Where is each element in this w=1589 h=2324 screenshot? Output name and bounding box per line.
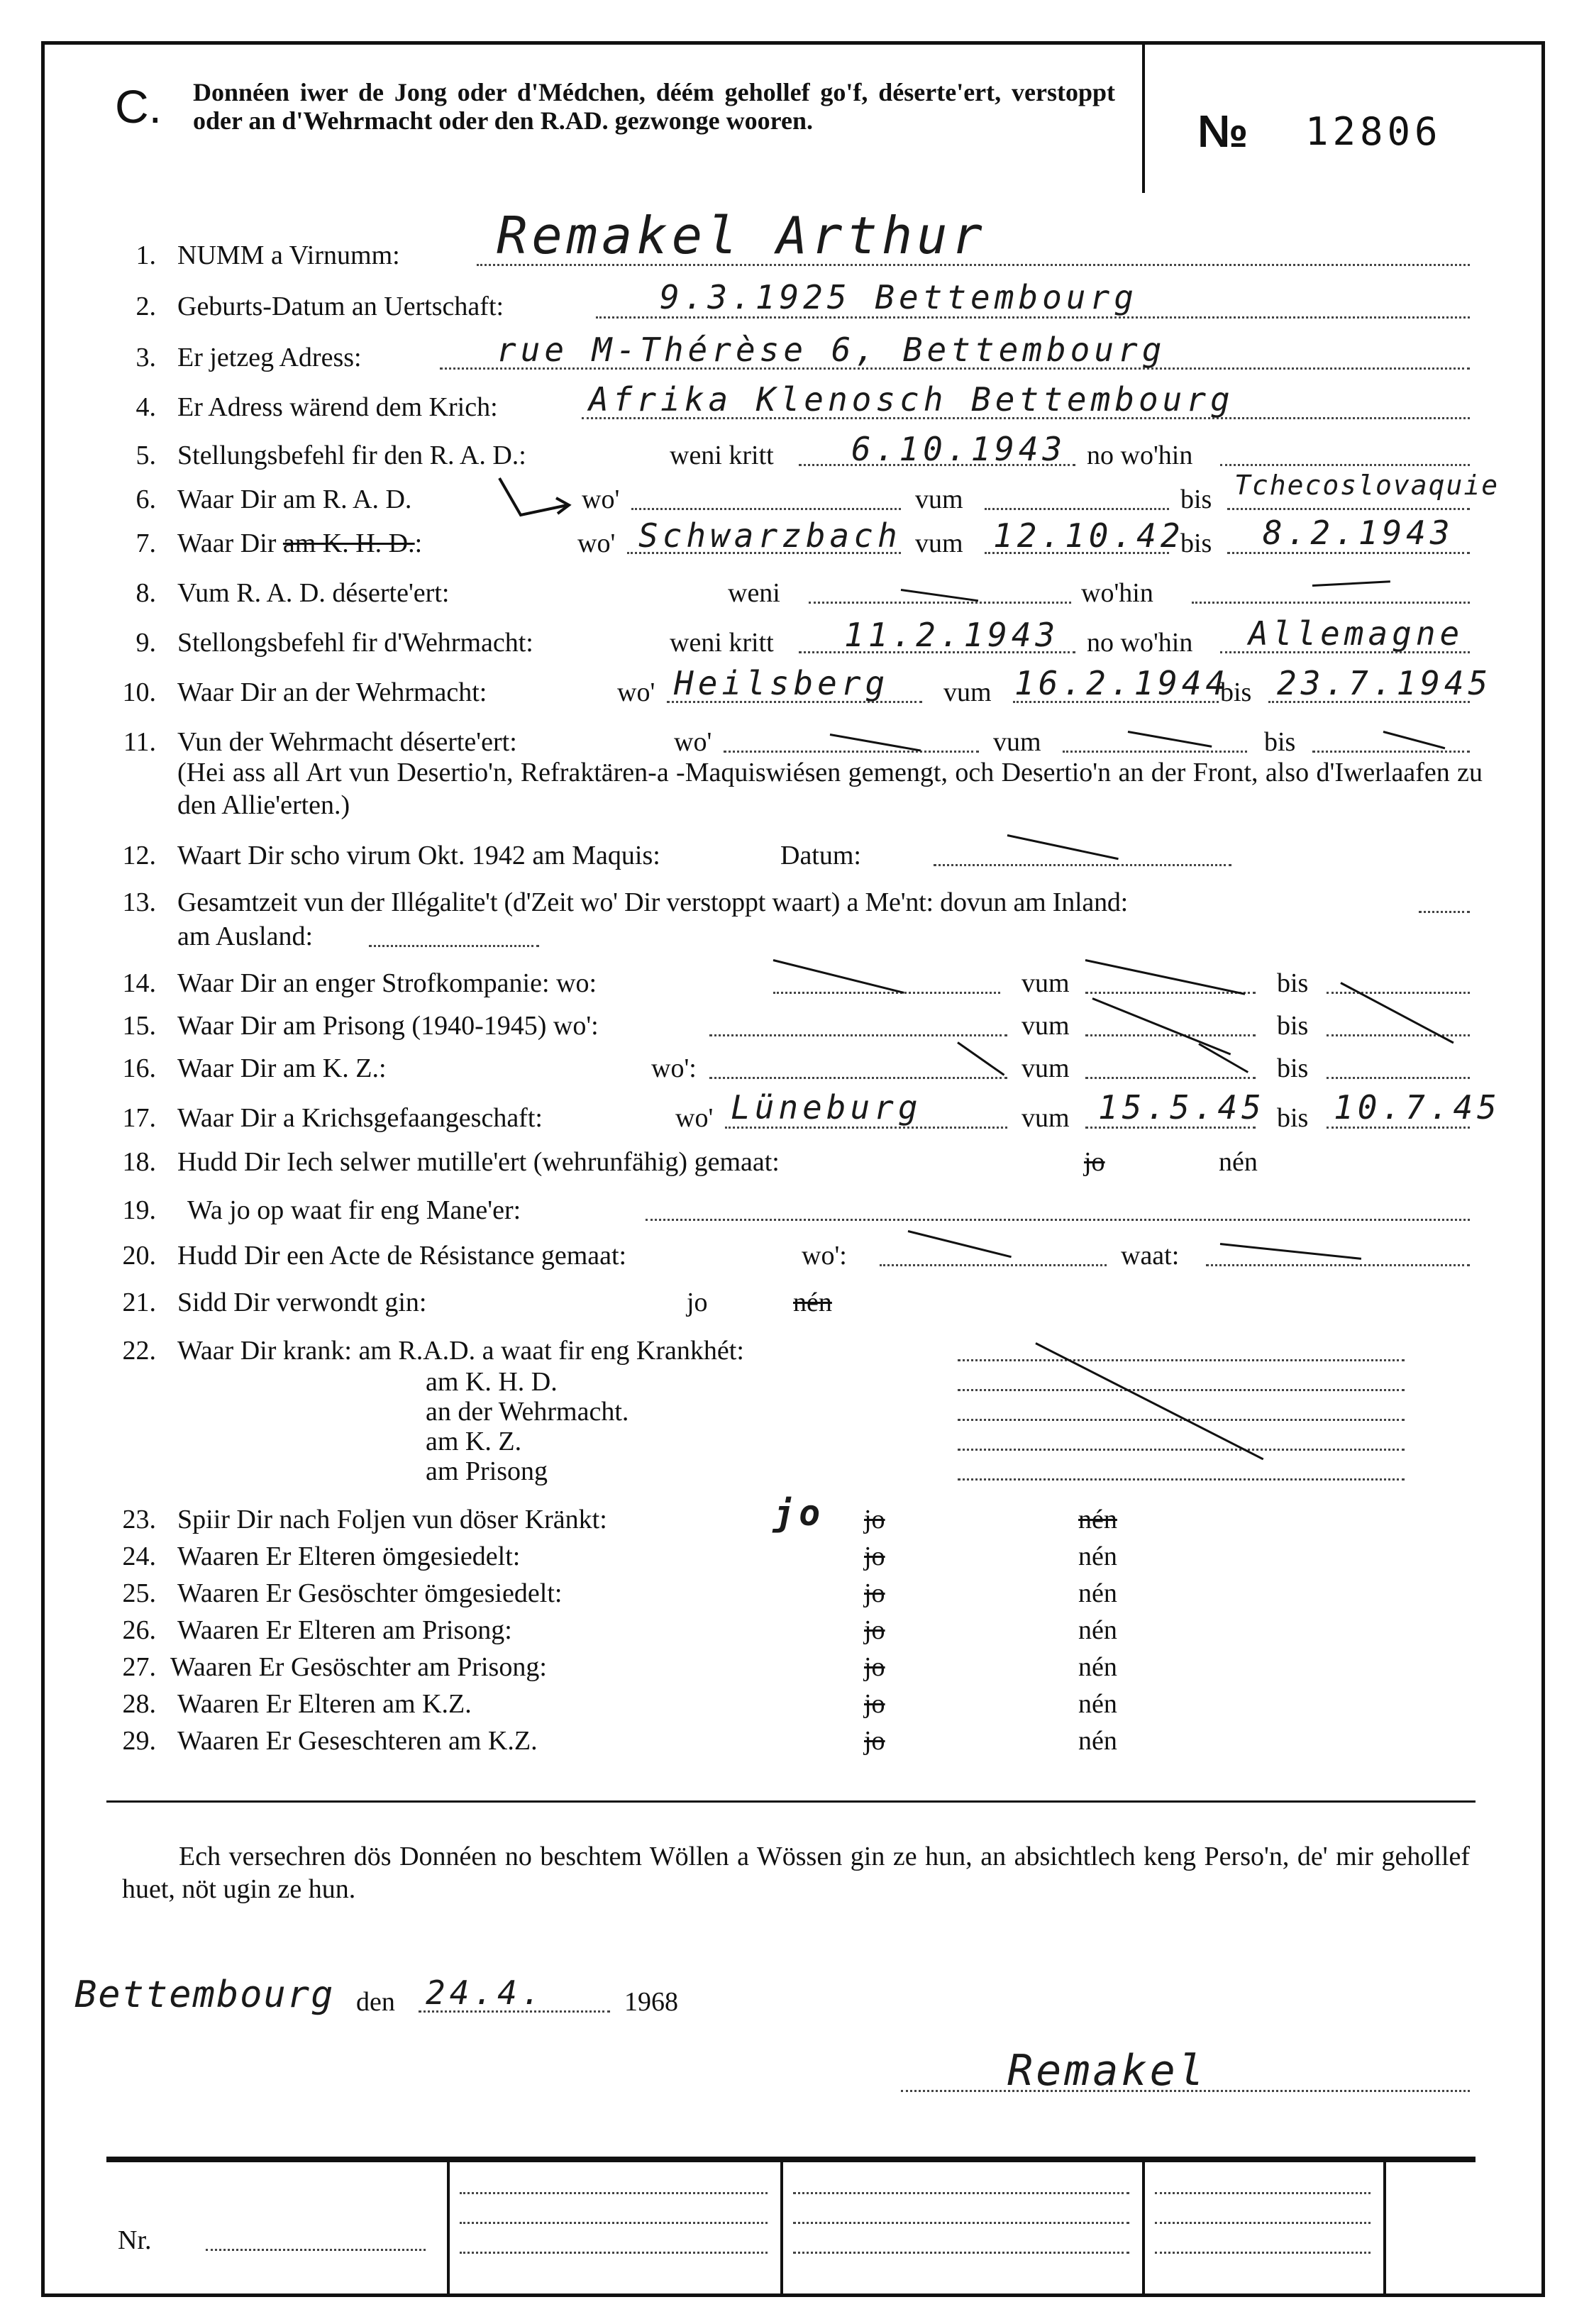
wehrmacht-from-value: 16.2.1944 bbox=[1014, 664, 1230, 702]
wehrmacht-desert-from-field[interactable] bbox=[1063, 751, 1247, 753]
illegality-label: Gesamtzeit vun der Illégalite't (d'Zeit wo' Dir verstoppt waart) a Me'nt: dovun am Inland: bbox=[177, 887, 1129, 917]
line-number: 1. bbox=[135, 240, 156, 270]
wehrmacht-label: Waar Dir an der Wehrmacht: bbox=[177, 677, 487, 707]
footer-col-divider bbox=[1383, 2162, 1386, 2296]
wehrmacht-desert-until-field[interactable] bbox=[1312, 751, 1470, 753]
consequences-no[interactable]: nén bbox=[1078, 1505, 1117, 1534]
line-number: 2. bbox=[135, 292, 156, 321]
wehrmacht-order-date: 11.2.1943 bbox=[844, 616, 1060, 654]
line-number: 22. bbox=[122, 1336, 156, 1366]
rad-where-field[interactable] bbox=[631, 508, 901, 510]
address-value: rue M-Thérèse 6, Bettembourg bbox=[497, 331, 1166, 369]
wo-label: wo' bbox=[577, 529, 616, 558]
rad-label: Waar Dir am R. A. D. bbox=[177, 485, 412, 514]
siblings-prison-label: Waaren Er Gesöschter am Prisong: bbox=[170, 1652, 547, 1682]
footer-col-divider bbox=[447, 2162, 450, 2296]
parents-camp-label: Waaren Er Elteren am K.Z. bbox=[177, 1689, 472, 1719]
penal-company-label: Waar Dir an enger Strofkompanie: wo: bbox=[177, 968, 597, 998]
consequences-handwritten-mark: jo bbox=[773, 1493, 825, 1534]
wo-label: wo': bbox=[802, 1241, 847, 1271]
parents-prison-yes[interactable]: jo bbox=[864, 1615, 885, 1645]
pow-until-field[interactable] bbox=[1327, 1127, 1470, 1129]
line-number: 25. bbox=[122, 1578, 156, 1608]
illness-wehrmacht-label: an der Wehrmacht. bbox=[426, 1397, 629, 1427]
number-sign: № bbox=[1197, 106, 1248, 157]
siblings-resettled-yes[interactable]: jo bbox=[864, 1578, 885, 1608]
parents-resettled-label: Waaren Er Elteren ömgesiedelt: bbox=[177, 1542, 521, 1571]
arrow-icon bbox=[497, 474, 575, 531]
line-number: 8. bbox=[135, 578, 156, 608]
name-value: Remakel Arthur bbox=[497, 206, 987, 265]
footer-rule bbox=[106, 2157, 1476, 2162]
vum-label: vum bbox=[1022, 968, 1070, 998]
line-number: 16. bbox=[122, 1053, 156, 1083]
waat-label: waat: bbox=[1121, 1241, 1180, 1271]
rad-until-field[interactable] bbox=[1227, 508, 1470, 510]
wehrmacht-desert-label: Vun der Wehrmacht déserte'ert: bbox=[177, 727, 517, 757]
manner-label: Wa jo op waat fir eng Mane'er: bbox=[187, 1195, 521, 1225]
maquis-label: Waart Dir scho virum Okt. 1942 am Maquis: bbox=[177, 841, 660, 870]
line-number: 6. bbox=[135, 485, 156, 514]
manner-field[interactable] bbox=[646, 1219, 1470, 1221]
rad-order-label: Stellungsbefehl fir den R. A. D.: bbox=[177, 441, 526, 470]
line-number: 4. bbox=[135, 392, 156, 422]
line-number: 5. bbox=[135, 441, 156, 470]
line-number: 28. bbox=[122, 1689, 156, 1719]
illness-prison-field[interactable] bbox=[958, 1478, 1405, 1481]
line-number: 12. bbox=[122, 841, 156, 870]
parents-camp-no[interactable]: nén bbox=[1078, 1689, 1117, 1719]
footer-field[interactable] bbox=[1155, 2252, 1371, 2254]
consequences-label: Spiir Dir nach Foljen vun döser Kränkt: bbox=[177, 1505, 607, 1534]
declaration-text: Ech versechren dös Donnéen no beschtem Wöllen a Wössen gin ze hun, an absichtlech keng Perso'n, de' mir gehollef huet, nöt ugin ze hun. bbox=[122, 1842, 1470, 1904]
birth-value: 9.3.1925 Bettembourg bbox=[660, 278, 1138, 316]
rad-desert-where-field[interactable] bbox=[1192, 602, 1470, 604]
siblings-prison-yes[interactable]: jo bbox=[864, 1652, 885, 1682]
wehrmacht-where-value: Heilsberg bbox=[674, 664, 890, 702]
bis-label: bis bbox=[1277, 1103, 1309, 1133]
rad-from-field[interactable] bbox=[985, 508, 1169, 510]
form-number: 12806 bbox=[1305, 109, 1442, 154]
footer-field[interactable] bbox=[460, 2252, 768, 2254]
bis-label: bis bbox=[1277, 1011, 1309, 1041]
penal-until-field[interactable] bbox=[1327, 992, 1470, 994]
illness-khd-label: am K. H. D. bbox=[426, 1367, 558, 1397]
illness-prison-label: am Prisong bbox=[426, 1456, 548, 1486]
line-number: 23. bbox=[122, 1505, 156, 1534]
footer-field[interactable] bbox=[460, 2222, 768, 2224]
signature-place: Bettembourg bbox=[74, 1974, 335, 2016]
camp-label: Waar Dir am K. Z.: bbox=[177, 1053, 387, 1083]
wo-label: wo': bbox=[651, 1053, 697, 1083]
desertion-note: (Hei ass all Art vun Desertio'n, Refraktären-a -Maquiswiésen gemengt, och Desertio'n an der Front, also d'Iwerlaafen zu den Allie'erten.) bbox=[177, 758, 1483, 820]
footer-field[interactable] bbox=[793, 2192, 1129, 2194]
wo-label: wo' bbox=[674, 727, 712, 757]
resistance-what-field[interactable] bbox=[1206, 1264, 1470, 1266]
footer-field[interactable] bbox=[1155, 2222, 1371, 2224]
line-number: 14. bbox=[122, 968, 156, 998]
siblings-camp-yes[interactable]: jo bbox=[864, 1726, 885, 1756]
khd-from-value: 12.10.42 bbox=[993, 516, 1185, 555]
khd-where-value: Schwarzbach bbox=[638, 516, 902, 555]
wounded-no[interactable]: nén bbox=[793, 1288, 832, 1317]
parents-prison-no[interactable]: nén bbox=[1078, 1615, 1117, 1645]
wo-label: wo' bbox=[675, 1103, 714, 1133]
siblings-resettled-no[interactable]: nén bbox=[1078, 1578, 1117, 1608]
footer-field[interactable] bbox=[1155, 2192, 1371, 2194]
signature-year: 1968 bbox=[624, 1987, 678, 2017]
wo-label: wo' bbox=[617, 677, 655, 707]
line-number: 20. bbox=[122, 1241, 156, 1271]
pow-until-value: 10.7.45 bbox=[1334, 1088, 1501, 1127]
line-number: 10. bbox=[122, 677, 156, 707]
when-label: weni kritt bbox=[670, 441, 774, 470]
mutilation-label: Hudd Dir Iech selwer mutille'ert (wehrunfähig) gemaat: bbox=[177, 1147, 780, 1177]
vum-label: vum bbox=[943, 677, 992, 707]
bis-label: bis bbox=[1277, 1053, 1309, 1083]
header-divider bbox=[1142, 44, 1145, 193]
vum-label: vum bbox=[915, 529, 963, 558]
mutilation-no[interactable]: nén bbox=[1219, 1147, 1258, 1177]
wo-label: wo' bbox=[582, 485, 620, 514]
illness-rad-field[interactable] bbox=[958, 1359, 1405, 1361]
line-number: 18. bbox=[122, 1147, 156, 1177]
siblings-prison-no[interactable]: nén bbox=[1078, 1652, 1117, 1682]
prison-where-field[interactable] bbox=[709, 1034, 1007, 1036]
illegality-inland-field[interactable] bbox=[1419, 911, 1470, 913]
bis-label: bis bbox=[1277, 968, 1309, 998]
address-label: Er jetzeg Adress: bbox=[177, 343, 362, 372]
bis-label: bis bbox=[1180, 485, 1212, 514]
line-number: 13. bbox=[122, 887, 156, 917]
rad-desert-date-field[interactable] bbox=[809, 602, 1071, 604]
line-number: 3. bbox=[135, 343, 156, 372]
resistance-where-field[interactable] bbox=[880, 1264, 1107, 1266]
wounded-yes[interactable]: jo bbox=[687, 1288, 708, 1317]
line-number: 15. bbox=[122, 1011, 156, 1041]
khd-until-value: 8.2.1943 bbox=[1263, 514, 1454, 552]
abroad-label: am Ausland: bbox=[177, 922, 314, 951]
den-label: den bbox=[356, 1987, 395, 2017]
resistance-label: Hudd Dir een Acte de Résistance gemaat: bbox=[177, 1241, 627, 1271]
siblings-camp-no[interactable]: nén bbox=[1078, 1726, 1117, 1756]
when-label: weni kritt bbox=[670, 628, 774, 658]
line-number: 24. bbox=[122, 1542, 156, 1571]
parents-camp-yes[interactable]: jo bbox=[864, 1689, 885, 1719]
pow-label: Waar Dir a Krichsgefaangeschaft: bbox=[177, 1103, 543, 1133]
camp-from-field[interactable] bbox=[1085, 1077, 1256, 1079]
illness-khd-field[interactable] bbox=[958, 1389, 1405, 1391]
khd-label: Waar Dir am K. H. D.: bbox=[177, 529, 423, 558]
line-number: 19. bbox=[122, 1195, 156, 1225]
birth-field[interactable] bbox=[596, 316, 1470, 319]
where-label: no wo'hin bbox=[1087, 628, 1193, 658]
prison-label: Waar Dir am Prisong (1940-1945) wo': bbox=[177, 1011, 599, 1041]
where-label: wo'hin bbox=[1081, 578, 1153, 608]
wehrmacht-until-value: 23.7.1945 bbox=[1277, 664, 1493, 702]
footer-field[interactable] bbox=[793, 2222, 1129, 2224]
section-letter: C. bbox=[115, 80, 162, 133]
vum-label: vum bbox=[1022, 1053, 1070, 1083]
rad-desert-label: Vum R. A. D. déserte'ert: bbox=[177, 578, 450, 608]
mutilation-yes[interactable]: jo bbox=[1084, 1147, 1105, 1177]
illness-wehrmacht-field[interactable] bbox=[958, 1419, 1405, 1421]
name-label: NUMM a Virnumm: bbox=[177, 240, 400, 270]
parents-resettled-no[interactable]: nén bbox=[1078, 1542, 1117, 1571]
line-number: 29. bbox=[122, 1726, 156, 1756]
penal-where-field[interactable] bbox=[773, 992, 1000, 994]
line-number: 11. bbox=[123, 727, 156, 757]
line-number: 21. bbox=[122, 1288, 156, 1317]
pow-from-value: 15.5.45 bbox=[1098, 1088, 1266, 1127]
wehrmacht-order-where: Allemagne bbox=[1248, 614, 1464, 653]
wehrmacht-order-label: Stellongsbefehl fir d'Wehrmacht: bbox=[177, 628, 533, 658]
vum-label: vum bbox=[1022, 1103, 1070, 1133]
siblings-resettled-label: Waaren Er Gesöschter ömgesiedelt: bbox=[177, 1578, 563, 1608]
war-address-value: Afrika Klenosch Bettembourg bbox=[589, 380, 1234, 419]
rad-until-value: Tchecoslovaquie bbox=[1234, 470, 1500, 501]
pow-from-field[interactable] bbox=[1085, 1127, 1256, 1129]
bis-label: bis bbox=[1220, 677, 1252, 707]
bis-label: bis bbox=[1180, 529, 1212, 558]
signature-date: 24.4. bbox=[426, 1974, 546, 2012]
footer-field[interactable] bbox=[460, 2192, 768, 2194]
line-number: 26. bbox=[122, 1615, 156, 1645]
date-label: Datum: bbox=[780, 841, 861, 870]
bis-label: bis bbox=[1264, 727, 1296, 757]
line-number: 27. bbox=[122, 1652, 156, 1682]
wounded-label: Sidd Dir verwondt gin: bbox=[177, 1288, 427, 1317]
line-number: 7. bbox=[135, 529, 156, 558]
signature: Remakel bbox=[1007, 2046, 1207, 2096]
birth-label: Geburts-Datum an Uertschaft: bbox=[177, 292, 504, 321]
rad-order-date: 6.10.1943 bbox=[851, 430, 1067, 468]
nr-field[interactable] bbox=[206, 2249, 426, 2251]
illness-camp-label: am K. Z. bbox=[426, 1427, 522, 1456]
illegality-abroad-field[interactable] bbox=[369, 945, 539, 947]
consequences-yes[interactable]: jo bbox=[864, 1505, 885, 1534]
where-label: no wo'hin bbox=[1087, 441, 1193, 470]
prison-from-field[interactable] bbox=[1085, 1034, 1256, 1036]
war-address-label: Er Adress wärend dem Krich: bbox=[177, 392, 498, 422]
vum-label: vum bbox=[1022, 1011, 1070, 1041]
section-divider bbox=[106, 1800, 1476, 1803]
pow-where-value: Lüneburg bbox=[731, 1088, 922, 1127]
rad-order-where-field[interactable] bbox=[1220, 464, 1470, 466]
parents-resettled-yes[interactable]: jo bbox=[864, 1542, 885, 1571]
header-title: Donnéen iwer de Jong oder d'Médchen, déém gehollef go'f, déserte'ert, verstoppt oder an d'Wehrmacht oder den R.AD. gezwonge wooren. bbox=[193, 78, 1115, 135]
wehrmacht-desert-where-field[interactable] bbox=[724, 751, 979, 753]
pow-where-field[interactable] bbox=[725, 1127, 1007, 1129]
vum-label: vum bbox=[915, 485, 963, 514]
footer-col-divider bbox=[1142, 2162, 1145, 2296]
camp-where-field[interactable] bbox=[709, 1077, 1007, 1079]
siblings-camp-label: Waaren Er Geseschteren am K.Z. bbox=[177, 1726, 538, 1756]
khd-until-field[interactable] bbox=[1227, 552, 1470, 554]
camp-until-field[interactable] bbox=[1327, 1077, 1470, 1079]
footer-col-divider bbox=[780, 2162, 783, 2296]
when-label: weni bbox=[728, 578, 780, 608]
nr-label: Nr. bbox=[118, 2225, 152, 2255]
line-number: 9. bbox=[135, 628, 156, 658]
vum-label: vum bbox=[993, 727, 1041, 757]
illness-label: Waar Dir krank: am R.A.D. a waat fir eng Krankhét: bbox=[177, 1336, 744, 1366]
line-number: 17. bbox=[122, 1103, 156, 1133]
parents-prison-label: Waaren Er Elteren am Prisong: bbox=[177, 1615, 512, 1645]
illness-camp-field[interactable] bbox=[958, 1449, 1405, 1451]
footer-field[interactable] bbox=[793, 2252, 1129, 2254]
prison-until-field[interactable] bbox=[1327, 1034, 1470, 1036]
maquis-date-field[interactable] bbox=[934, 864, 1231, 866]
